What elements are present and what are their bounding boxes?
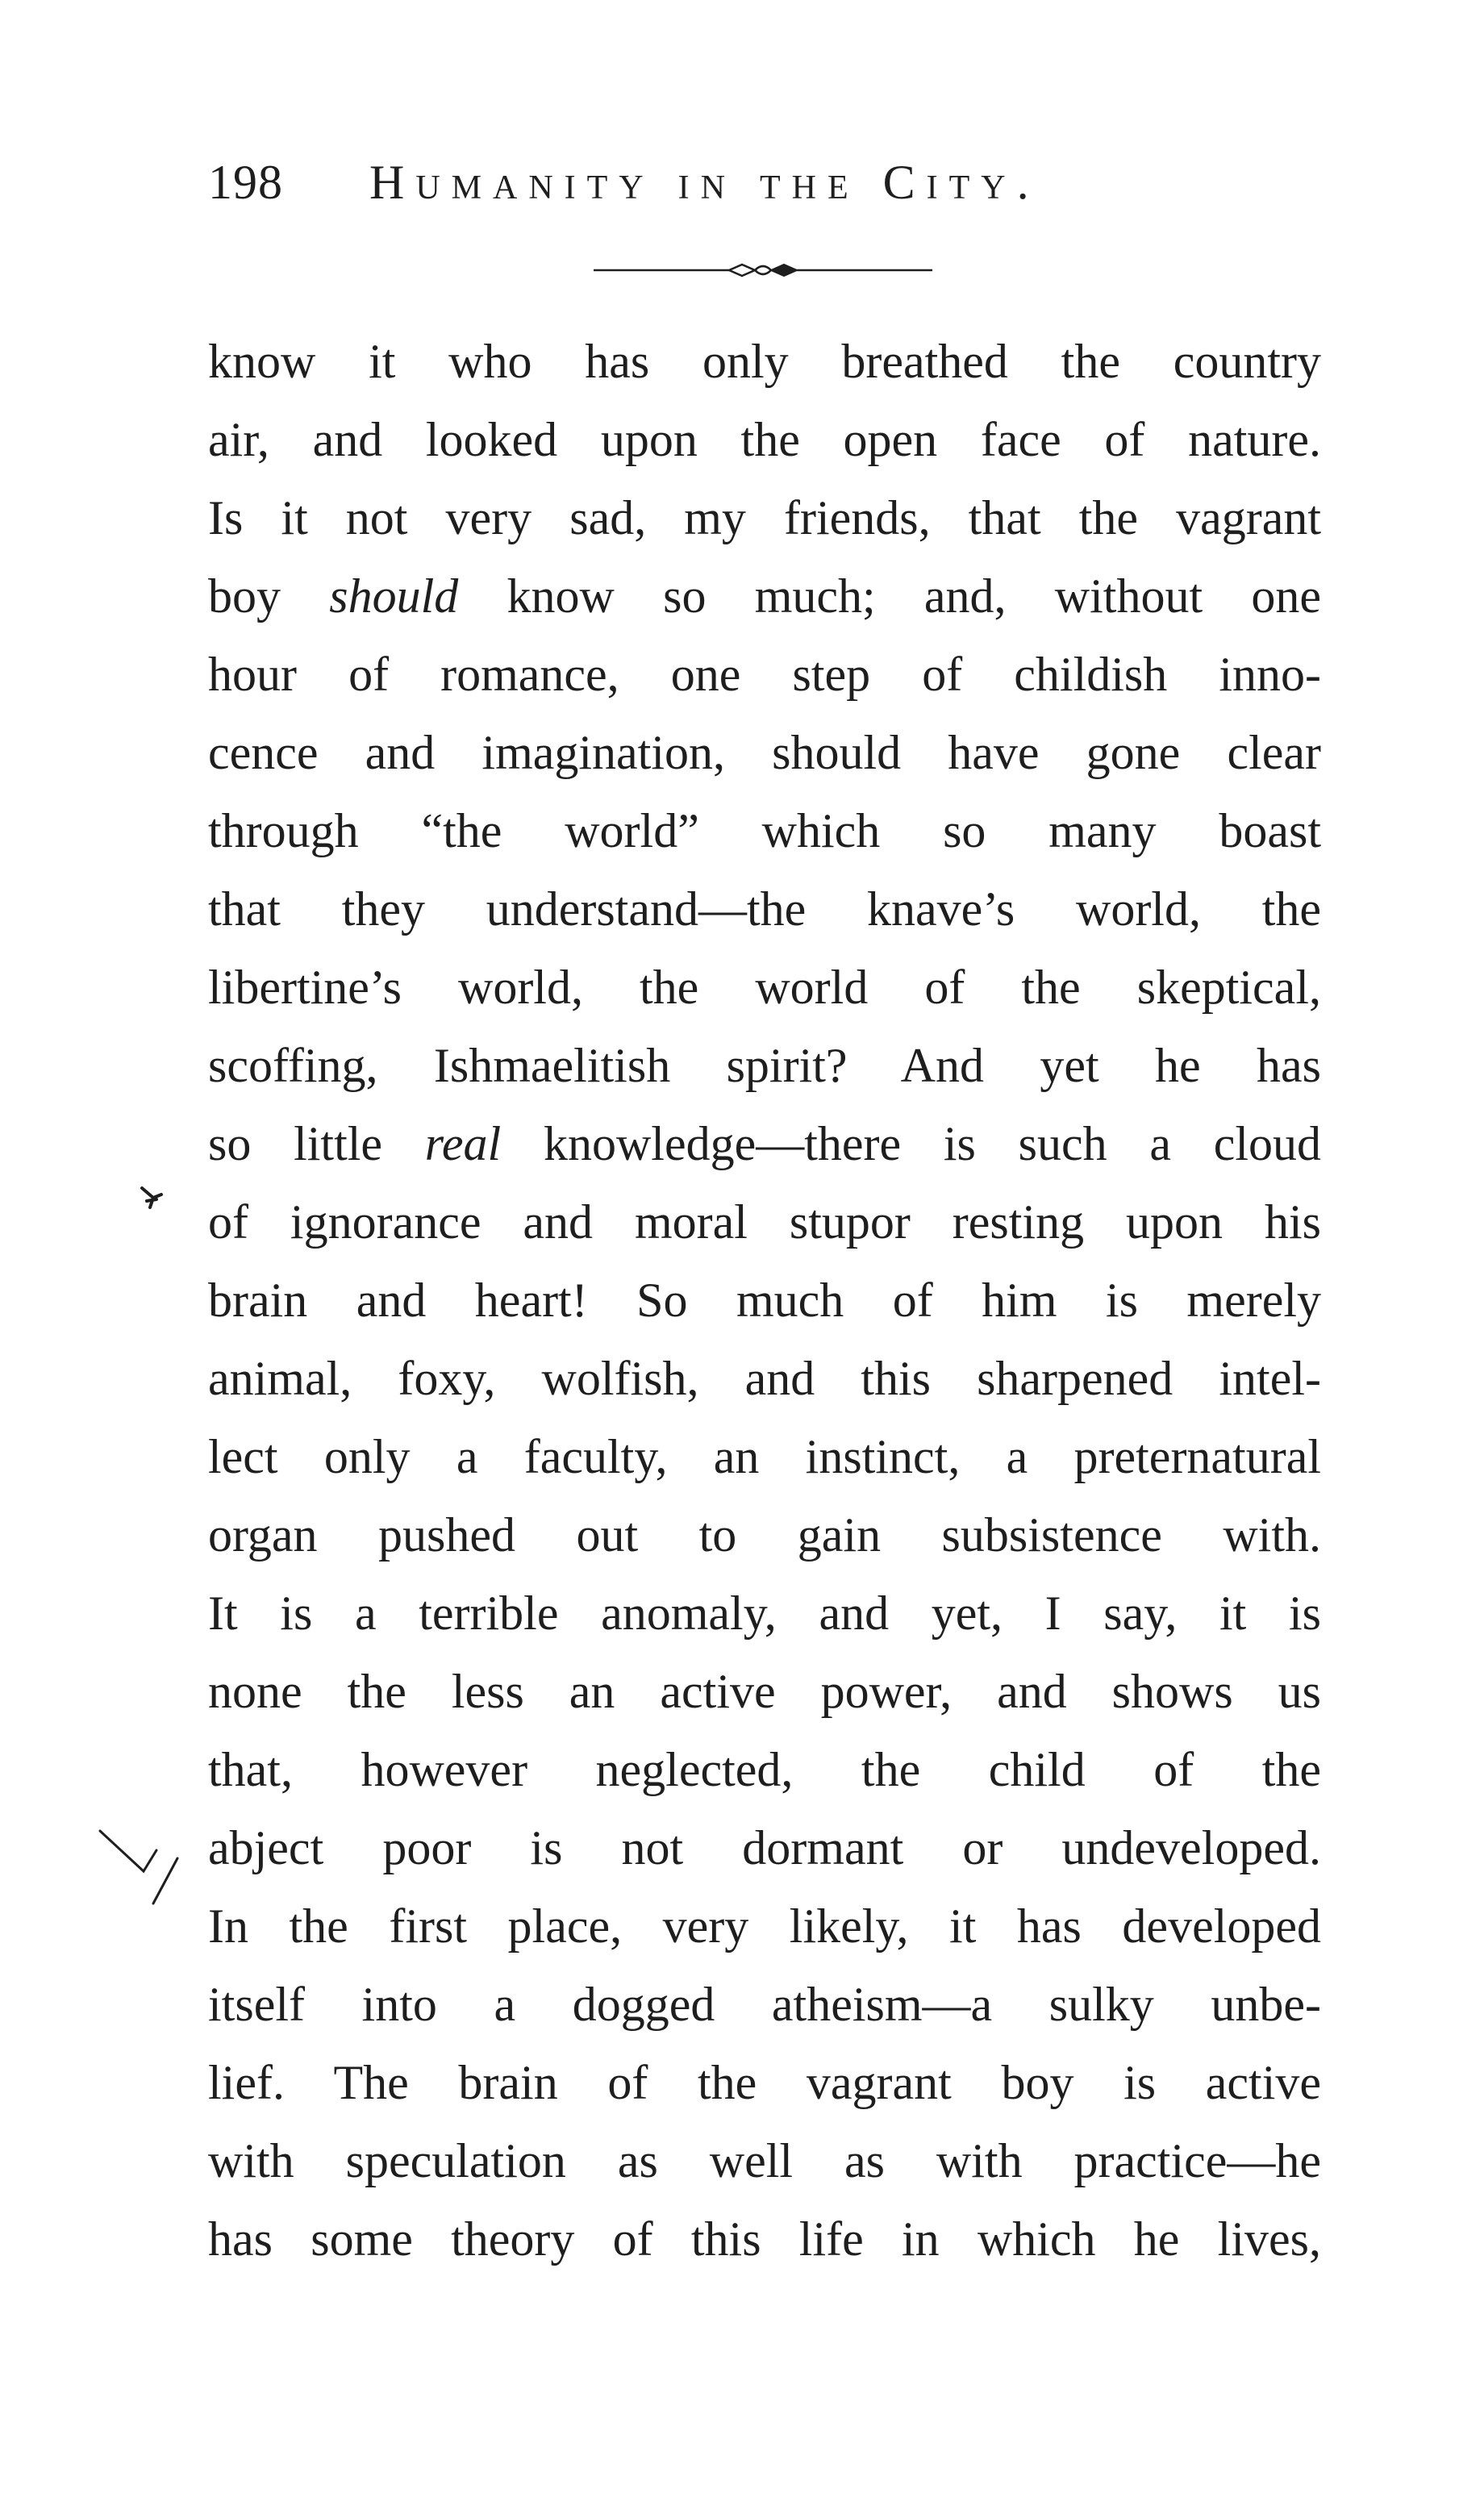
text-line: has some theory of this life in which he lives,: [208, 2212, 1321, 2266]
text-line: libertine’s world, the world of the skeptical,: [208, 961, 1321, 1014]
text-line: air, and looked upon the open face of nature.: [208, 413, 1321, 466]
pencil-star-mark-icon: [135, 1182, 168, 1214]
italic-word: should: [329, 569, 459, 623]
text-line: cence and imagination, should have gone clear: [208, 726, 1321, 779]
pencil-check-mark-icon: [97, 1807, 210, 1912]
italic-word: real: [424, 1117, 502, 1170]
text-line: [208, 1105, 1321, 1183]
text-line: It is a terrible anomaly, and yet, I say, it is: [208, 1587, 1321, 1640]
text-line: Is it not very sad, my friends, that the vagrant: [208, 491, 1321, 544]
page-header: [208, 155, 1216, 227]
text-line: lect only a faculty, an instinct, a preternatural: [208, 1430, 1321, 1483]
text-run: know so much; and, without one: [458, 569, 1321, 623]
text-line: that they understand—the knave’s world, the: [208, 882, 1321, 936]
text-line: [208, 557, 1321, 636]
page-number: 198: [208, 156, 283, 209]
running-title: Humanity in the City.: [369, 156, 1040, 209]
body-text: [208, 323, 1321, 2279]
text-line: In the first place, very likely, it has developed: [208, 1899, 1321, 1953]
text-line: through “the world” which so many boast: [208, 804, 1321, 857]
ornamental-rule-icon: [594, 258, 932, 282]
text-line: scoffing, Ishmaelitish spirit? And yet he has: [208, 1039, 1321, 1092]
text-line: none the less an active power, and shows us: [208, 1665, 1321, 1718]
text-run: boy: [208, 569, 330, 623]
text-run: so little: [208, 1117, 425, 1170]
text-line: organ pushed out to gain subsistence with.: [208, 1508, 1321, 1562]
text-line: that, however neglected, the child of the: [208, 1743, 1321, 1796]
text-line: hour of romance, one step of childish inno-: [208, 648, 1321, 701]
text-line: know it who has only breathed the country: [208, 335, 1321, 388]
text-line: of ignorance and moral stupor resting upon his: [208, 1195, 1321, 1249]
text-run: knowledge—there is such a cloud: [501, 1117, 1321, 1170]
text-line: brain and heart! So much of him is merely: [208, 1274, 1321, 1327]
text-line: lief. The brain of the vagrant boy is active: [208, 2056, 1321, 2109]
text-line: animal, foxy, wolfish, and this sharpened intel-: [208, 1352, 1321, 1405]
text-line: abject poor is not dormant or undeveloped.: [208, 1821, 1321, 1874]
text-line: with speculation as well as with practice—he: [208, 2134, 1321, 2187]
text-line: itself into a dogged atheism—a sulky unbe-: [208, 1978, 1321, 2031]
